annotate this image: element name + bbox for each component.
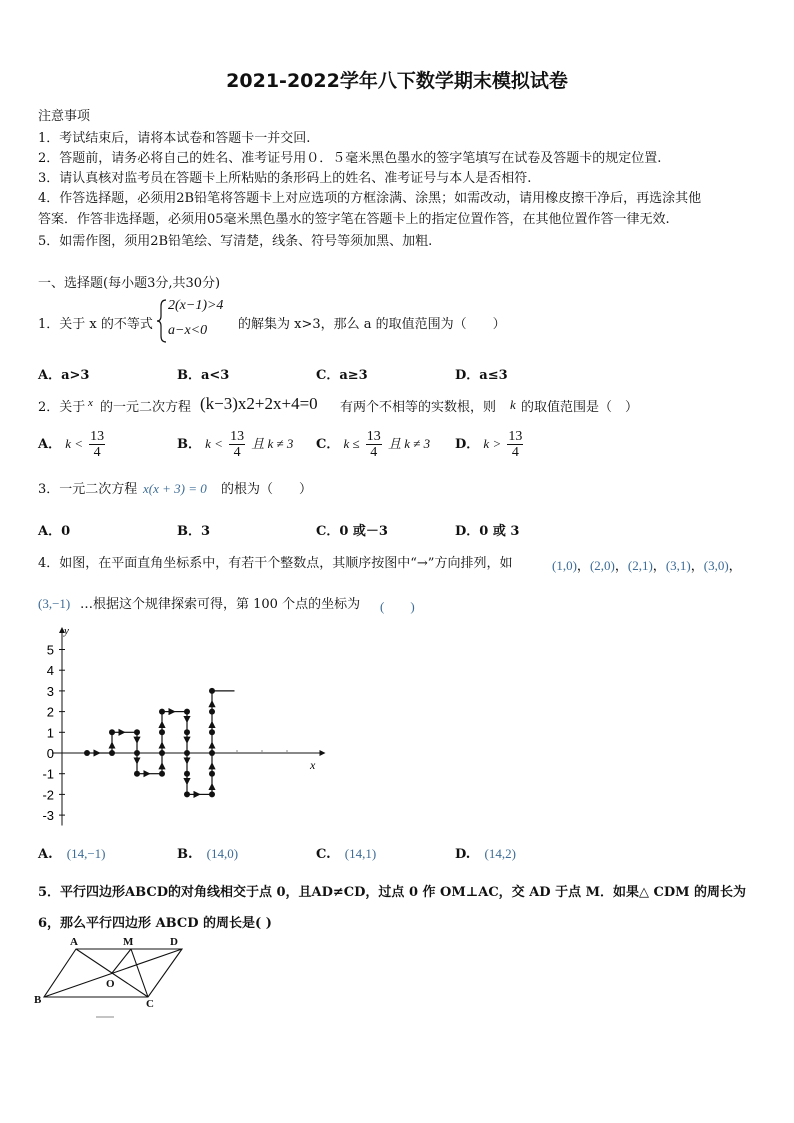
q2-option-b[interactable] xyxy=(177,429,293,460)
notice-item: 1．考试结束后，请将本试卷和答题卡一并交回. xyxy=(38,131,311,146)
option-value: (14,0) xyxy=(206,846,239,861)
data-point xyxy=(209,750,215,756)
option-pre: k < xyxy=(65,436,84,451)
option-label: B． xyxy=(177,437,201,452)
option-value: (14,−1) xyxy=(66,846,106,861)
x-axis-label: x xyxy=(310,758,316,772)
fraction-den: 4 xyxy=(511,445,519,460)
q1-suffix: 的解集为 x>3，那么 a 的取值范围为（ ） xyxy=(238,317,506,332)
sep: ， xyxy=(576,558,590,573)
notice-item: 3．请认真核对监考员在答题卡上所粘贴的条形码上的姓名、准考证号与本人是否相符. xyxy=(38,171,532,186)
option-label: D. xyxy=(455,847,471,862)
label-b: B xyxy=(34,994,42,1006)
option-label: B. xyxy=(177,847,193,862)
q3-option-d[interactable]: D．0 或 3 xyxy=(455,524,520,539)
label-m: M xyxy=(123,936,134,948)
data-point xyxy=(109,750,115,756)
data-point xyxy=(134,771,140,777)
q2-suffix: 有两个不相等的实数根，则 xyxy=(340,400,497,415)
y-axis-label: y xyxy=(64,625,69,637)
data-point xyxy=(209,688,215,694)
q3-option-b[interactable]: B．3 xyxy=(177,524,211,539)
point: (2,1) xyxy=(627,558,653,573)
option-post: 且 k ≠ 3 xyxy=(251,436,294,451)
q3-equation: x(x + 3) = 0 xyxy=(143,481,207,496)
q1-option-a[interactable]: A．a>3 xyxy=(38,368,90,383)
q4-option-c[interactable] xyxy=(316,846,376,862)
data-point xyxy=(84,750,90,756)
q2-suffix2: 的取值范围是（ ） xyxy=(521,400,639,415)
y-tick-label: 2 xyxy=(46,704,54,720)
option-label: C． xyxy=(316,437,340,452)
y-tick-label: 0 xyxy=(46,746,54,761)
y-tick-label: 3 xyxy=(46,683,54,699)
q4-blank: ( ) xyxy=(380,599,415,614)
label-o: O xyxy=(106,978,115,990)
notice-item: 4．作答选择题，必须用2B铅笔将答题卡上对应选项的方框涂满、涂黑；如需改动，请用橡皮擦干净后，再选涂其他 xyxy=(38,191,702,206)
q2-option-c[interactable] xyxy=(316,429,430,460)
label-a: A xyxy=(70,936,78,948)
option-pre: k < xyxy=(205,436,223,451)
fraction-num: 13 xyxy=(508,429,523,444)
notice-item: 2．答题前，请务必将自己的姓名、准考证号用０．５毫米黑色墨水的签字笔填写在试卷及答题卡的规定位置. xyxy=(38,151,662,166)
fraction-num: 13 xyxy=(90,429,105,444)
option-value: (14,2) xyxy=(484,846,516,861)
q5-line1: 5．平行四边形ABCD的对角线相交于点 0，且AD≠CD，过点 0 作 OM⊥AC，交 AD 于点 M．如果△ CDM 的周长为 xyxy=(38,885,747,900)
brace-icon xyxy=(156,298,168,344)
option-label: D． xyxy=(455,437,480,452)
data-point xyxy=(184,729,190,735)
y-tick-label: -2 xyxy=(42,787,54,803)
sep: ， xyxy=(690,558,704,573)
data-point xyxy=(184,709,190,715)
q4-option-a[interactable] xyxy=(38,846,106,862)
data-point xyxy=(184,750,190,756)
q4-option-d[interactable] xyxy=(455,846,516,862)
y-tick-label: 5 xyxy=(46,642,54,658)
data-point xyxy=(209,709,215,715)
fraction-den: 4 xyxy=(233,445,241,460)
segment-mc xyxy=(131,949,148,997)
q2-prefix: 2．关于 xyxy=(38,400,86,415)
point: (3,1) xyxy=(665,558,691,573)
option-label: A. xyxy=(38,847,53,862)
y-tick-label: -3 xyxy=(42,808,54,824)
q3-option-c[interactable]: C．0 或－3 xyxy=(316,524,388,539)
option-pre: k > xyxy=(483,436,502,451)
notice-item: 5．如需作图，须用2B铅笔绘、写清楚，线条、符号等须加黑、加粗. xyxy=(38,234,433,249)
q2-equation: (k−3)x2+2x+4=0 xyxy=(200,394,318,413)
data-point xyxy=(159,709,165,715)
q4-line2: …根据这个规律探索可得，第 100 个点的坐标为 xyxy=(80,597,361,612)
option-post: 且 k ≠ 3 xyxy=(387,436,431,451)
data-point xyxy=(209,791,215,797)
q1-option-d[interactable]: D．a≤3 xyxy=(455,368,508,383)
q1-ineq1: 2(x−1)>4 xyxy=(168,298,224,313)
q1-ineq2: a−x<0 xyxy=(168,323,208,338)
fraction xyxy=(507,429,523,460)
segment-om xyxy=(112,949,131,973)
sep: ， xyxy=(652,558,666,573)
q3-option-a[interactable]: A．0 xyxy=(38,524,71,539)
data-point xyxy=(134,729,140,735)
option-label: A． xyxy=(38,437,62,452)
fraction xyxy=(89,429,105,460)
q1-option-c[interactable]: C．a≥3 xyxy=(316,368,368,383)
notice-item: 答案．作答非选择题，必须用05毫米黑色墨水的签字笔在答题卡上的指定位置作答，在其他位置作答一律无效. xyxy=(38,212,670,227)
y-tick-label: 1 xyxy=(46,725,54,741)
data-point xyxy=(109,729,115,735)
sep: ， xyxy=(614,558,628,573)
option-pre: k ≤ xyxy=(343,436,360,451)
data-point xyxy=(159,729,165,735)
data-point xyxy=(159,750,165,756)
q4-line2-point: (3,−1) xyxy=(38,596,71,611)
option-label: C. xyxy=(316,847,331,862)
notice-heading: 注意事项 xyxy=(38,109,91,124)
section-heading: 一、选择题(每小题3分,共30分) xyxy=(38,276,221,291)
fraction xyxy=(366,429,382,460)
q1-prefix: 1．关于 x 的不等式 xyxy=(38,317,153,332)
q5-line2: 6，那么平行四边形 ABCD 的周长是( ) xyxy=(38,916,272,931)
point: (2,0) xyxy=(589,558,615,573)
option-value: (14,1) xyxy=(344,846,377,861)
q2-option-a[interactable] xyxy=(38,429,107,460)
point: (3,0) xyxy=(703,558,729,573)
label-d: D xyxy=(170,936,178,948)
q2-mid: 的一元二次方程 xyxy=(100,400,192,415)
data-point xyxy=(209,771,215,777)
fraction-den: 4 xyxy=(93,445,101,460)
data-point xyxy=(159,771,165,777)
y-tick-label: -1 xyxy=(42,766,54,782)
q3-prefix: 3．一元二次方程 xyxy=(38,482,138,497)
q2-option-d[interactable] xyxy=(455,429,525,460)
data-point xyxy=(209,729,215,735)
y-tick-label: 4 xyxy=(46,663,54,679)
fraction-num: 13 xyxy=(366,429,381,444)
q2-var: x xyxy=(88,397,93,409)
data-point xyxy=(184,771,190,777)
fraction-den: 4 xyxy=(370,445,378,460)
parallelogram-figure xyxy=(34,935,194,1023)
data-point xyxy=(184,791,190,797)
q2-var2: k xyxy=(510,397,516,412)
q3-suffix: 的根为（ ） xyxy=(221,482,313,497)
q1-option-b[interactable]: B．a<3 xyxy=(177,368,230,383)
q4-points xyxy=(552,555,742,574)
q4-option-b[interactable] xyxy=(177,846,238,862)
point: (1,0) xyxy=(552,558,577,573)
sep: ， xyxy=(728,558,742,573)
fraction xyxy=(229,429,245,460)
page-title: 2021-2022学年八下数学期末模拟试卷 xyxy=(226,70,568,92)
q4-line1: 4．如图，在平面直角坐标系中，有若干个整数点，其顺序按图中“→”方向排列，如 xyxy=(38,556,513,571)
coordinate-chart xyxy=(36,622,316,832)
fraction-num: 13 xyxy=(230,429,245,444)
label-c: C xyxy=(146,998,154,1010)
data-point xyxy=(134,750,140,756)
